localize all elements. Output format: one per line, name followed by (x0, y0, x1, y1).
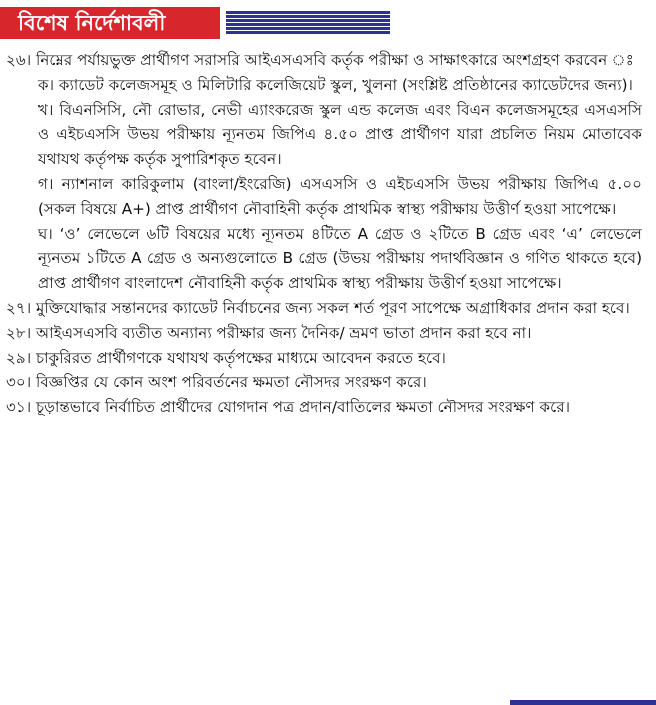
bottom-rule-decoration (510, 700, 656, 705)
item-26-intro: ২৬। নিম্নের পর্যায়ভুক্ত প্রার্থীগণ সরাসরি আইএসএসবি কর্তৃক পরীক্ষা ও সাক্ষাৎকারে অংশগ্রহণ করবেন ঃ (6, 51, 634, 69)
item-27: ২৭। মুক্তিযোদ্ধার সন্তানদের ক্যাডেট নির্বাচনের জন্য সকল শর্ত পূরণ সাপেক্ষে অগ্রাধিকার প্রদান করা হবে। (6, 298, 630, 317)
item-29: ২৯। চাকুরিরত প্রার্থীগণকে যথাযথ কর্তৃপক্ষের মাধ্যমে আবেদন করতে হবে। (6, 348, 446, 367)
item-26-kha: খ। বিএনসিসি, নৌ রোভার, নেভী এ্যাংকরেজ স্কুল এন্ড কলেজ এবং বিএন কলেজসমূহের এসএসসি ও এইচএসসি উভয় পরীক্ষায় ন্যূনতম জিপিএ ৪.৫০ প্রাপ্ত প্রার্থীগণ যারা প্রচলিত নিয়ম মোতাবেক যথাযথ কর্তৃপক্ষ কর্তৃক সুপারিশকৃত হবেন। (38, 100, 642, 169)
item-28: ২৮। আইএসএসবি ব্যতীত অন্যান্য পরীক্ষার জন্য দৈনিক/ ভ্রমণ ভাতা প্রদান করা হবে না। (6, 323, 532, 342)
item-26-ga: গ। ন্যাশনাল কারিকুলাম (বাংলা/ইংরেজি) এসএসসি ও এইচএসসি উভয় পরীক্ষায় জিপিএ ৫.০০ (সকল বিষয়ে A+) প্রাপ্ত প্রার্থীগণ নৌবাহিনী কর্তৃক প্রাথমিক স্বাস্থ্য পরীক্ষায় উত্তীর্ণ হওয়া সাপেক্ষে। (38, 174, 642, 218)
item-26-ka: ক। ক্যাডেট কলেজসমূহ ও মিলিটারি কলেজিয়েট স্কুল, খুলনা (সংশ্লিষ্ট প্রতিষ্ঠানের ক্যাডেটদের জন্য)। (38, 75, 633, 94)
instructions-body (6, 48, 642, 420)
item-30: ৩০। বিজ্ঞপ্তির যে কোন অংশ পরিবর্তনের ক্ষমতা নৌসদর সংরক্ষণ করে। (6, 373, 427, 392)
section-heading-bar (0, 7, 390, 39)
item-26-gha: ঘ। ‘ও’ লেভেলে ৬টি বিষয়ের মধ্যে ন্যূনতম ৪টিতে A গ্রেড ও ২টিতে B গ্রেড এবং ‘এ’ লেভেলে ন্যূনতম ১টিতে A গ্রেড ও অন্যগুলোতে B গ্রেড (উভয় পরীক্ষায় পদার্থবিজ্ঞান ও গণিত থাকতে হবে) প্রাপ্ত প্রার্থীগণ বাংলাদেশ নৌবাহিনী কর্তৃক প্রাথমিক স্বাস্থ্য পরীক্ষায় উত্তীর্ণ হওয়া সাপেক্ষে। (38, 224, 642, 293)
heading-stripes-decoration (226, 11, 390, 35)
item-31: ৩১। চূড়ান্তভাবে নির্বাচিত প্রার্থীদের যোগদান পত্র প্রদান/বাতিলের ক্ষমতা নৌসদর সংরক্ষণ করে। (6, 398, 571, 417)
heading-red-block (0, 7, 220, 39)
section-title: বিশেষ নির্দেশাবলী (18, 11, 166, 35)
